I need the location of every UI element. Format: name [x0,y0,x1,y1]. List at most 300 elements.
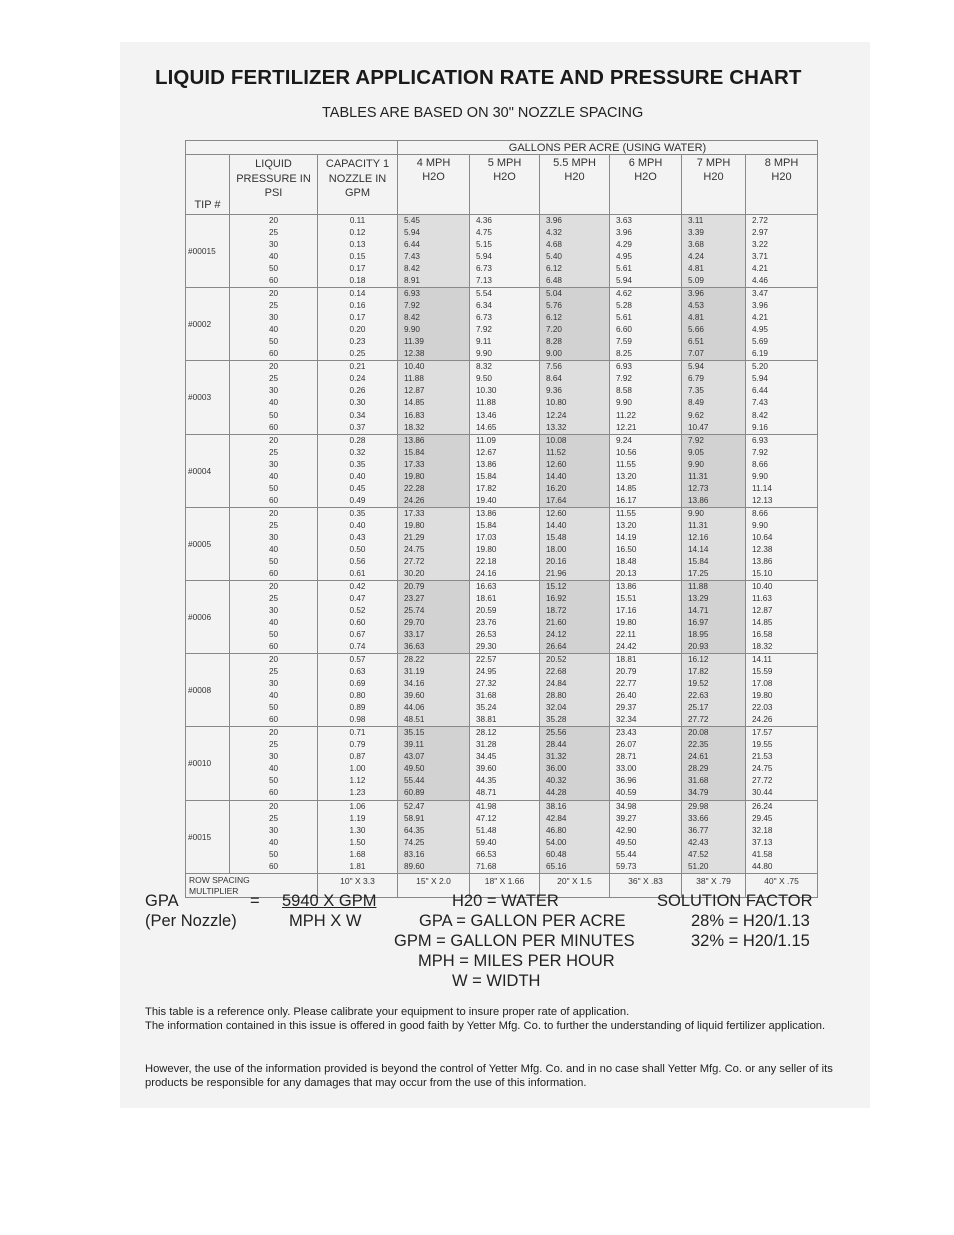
header-line: 5.5 MPH [553,157,596,169]
multiplier-value: 38" X .79 [682,873,746,897]
cell-value: 22.35 [688,740,709,750]
gpa-values [540,434,610,507]
cell-value: 16.20 [546,483,567,493]
cell-value: 11.31 [688,471,708,481]
gpa-values [610,507,682,580]
psi-values [230,727,318,800]
cell-value: 25 [268,813,279,823]
gpm-values [318,800,398,873]
cell-value: 28.12 [476,728,497,738]
cell-value: 4.46 [752,276,768,286]
cell-value: 0.34 [349,410,366,420]
cell-value: 4.95 [616,252,632,262]
cell-value: 30 [268,240,279,250]
cell-value: 35.28 [546,715,567,725]
cell-value: 0.37 [349,422,366,432]
gpa-values [540,800,610,873]
cell-value: 6.44 [752,386,768,396]
gpa-values [746,727,818,800]
cell-value: 30 [268,606,279,615]
header-line: H20 [703,171,724,183]
cell-value: 9.90 [752,471,768,481]
cell-value: 64.35 [404,825,425,835]
cell-value: 25 [268,667,279,677]
cell-value: 50 [268,703,279,713]
cell-value: 10.40 [404,362,425,372]
gpa-values [746,800,818,873]
cell-value: 5.28 [616,301,632,311]
gpa-values [682,507,746,580]
gpa-values [470,727,540,800]
tip-group-row [186,361,818,434]
cell-value: 13.29 [688,593,709,603]
cell-value: 0.24 [349,374,366,384]
cell-value: 5.94 [476,252,492,262]
tip-label: #0006 [186,580,230,653]
cell-value: 7.92 [688,435,704,445]
cell-value: 16.92 [546,593,567,603]
cell-value: 0.17 [349,264,366,274]
cell-value: 40 [268,618,279,628]
cell-value: 25 [268,301,279,311]
cell-value: 0.47 [349,593,366,603]
cell-value: 35.15 [404,728,425,738]
tip-group-row [186,288,818,361]
cell-value: 9.11 [476,337,492,347]
cell-value: 17.33 [404,508,425,518]
cell-value: 0.61 [349,568,366,578]
cell-value: 11.31 [688,520,708,530]
gpa-values [470,507,540,580]
gpa-values [470,215,540,288]
cell-value: 15.84 [476,520,497,530]
cell-value: 1.81 [349,861,366,871]
cell-value: 50 [268,337,279,347]
cell-value: 27.72 [404,556,425,566]
cell-value: 41.98 [476,801,497,811]
cell-value: 8.64 [546,374,562,384]
gpa-values [746,215,818,288]
cell-value: 42.90 [616,825,637,835]
cell-value: 55.44 [404,776,425,786]
cell-value: 30 [268,386,279,396]
cell-value: 19.80 [404,471,425,481]
cell-value: 15.51 [616,593,637,603]
cell-value: 17.33 [404,459,425,469]
cell-value: 26.53 [476,630,497,640]
cell-value: 20.79 [616,667,637,677]
cell-value: 0.15 [349,252,366,262]
header-line: PSI [264,187,283,199]
cell-value: 6.79 [688,374,704,384]
gpa-values [470,288,540,361]
gpa-values [610,215,682,288]
cell-value: 16.97 [688,618,709,628]
cell-value: 0.89 [349,703,366,713]
cell-value: 0.40 [349,520,366,530]
cell-value: 8.25 [616,349,632,359]
header-line: H2O [634,171,657,183]
cell-value: 44.28 [546,788,567,798]
cell-value: 0.42 [349,581,366,591]
cell-value: 0.26 [349,386,366,396]
cell-value: 18.81 [616,655,637,665]
gpm-values [318,727,398,800]
cell-value: 34.16 [404,679,425,689]
cell-value: 27.72 [752,776,773,786]
psi-values [230,800,318,873]
cell-value: 31.32 [546,752,567,762]
def-mph: MPH = MILES PER HOUR [418,952,615,970]
cell-value: 59.40 [476,837,497,847]
cell-value: 6.60 [616,325,632,335]
cell-value: 12.73 [688,483,709,493]
cell-value: 47.12 [476,813,497,823]
cell-value: 14.85 [404,398,425,408]
cell-value: 6.12 [546,313,562,323]
cell-value: 0.12 [349,228,366,238]
cell-value: 7.13 [476,276,492,286]
cell-value: 20 [268,581,279,591]
tip-group-row [186,580,818,653]
cell-value: 4.81 [688,264,704,274]
cell-value: 27.32 [476,679,497,689]
gpa-values [610,800,682,873]
cell-value: 16.17 [616,495,637,505]
cell-value: 13.20 [616,471,637,481]
cell-value: 49.50 [616,837,637,847]
cell-value: 31.19 [404,667,425,677]
cell-value: 20 [268,801,279,811]
header-line: H20 [564,171,585,183]
label-line: ROW SPACING [189,874,250,885]
cell-value: 5.94 [688,362,704,372]
cell-value: 48.71 [476,788,497,798]
cell-value: 15.48 [546,532,567,542]
cell-value: 5.66 [688,325,704,335]
application-rate-table [185,140,818,898]
gpa-values [682,580,746,653]
cell-value: 40 [268,837,279,847]
cell-value: 12.38 [752,544,773,554]
cell-value: 5.69 [752,337,768,347]
cell-value: 10.80 [546,398,567,408]
cell-value: 11.63 [752,593,772,603]
cell-value: 10.40 [752,581,773,591]
cell-value: 0.35 [349,508,366,518]
cell-value: 44.06 [404,703,425,713]
gpa-values [682,361,746,434]
cell-value: 20.16 [546,556,567,566]
cell-value: 7.07 [688,349,704,359]
cell-value: 25 [268,740,279,750]
cell-value: 0.18 [349,276,366,286]
gpa-values [398,507,470,580]
cell-value: 11.22 [616,410,636,420]
cell-value: 11.88 [476,398,496,408]
gpa-values [470,361,540,434]
cell-value: 20.52 [546,655,567,665]
cell-value: 12.38 [404,349,425,359]
cell-value: 25 [268,593,279,603]
cell-value: 0.87 [349,752,366,762]
cell-value: 9.90 [476,349,492,359]
cell-value: 40 [268,325,279,335]
cell-value: 9.05 [688,447,704,457]
cell-value: 60 [268,568,279,578]
psi-values [230,215,318,288]
multiplier-value: 15" X 2.0 [398,873,470,897]
psi-values [230,654,318,727]
cell-value: 12.16 [688,532,709,542]
cell-value: 42.84 [546,813,567,823]
cell-value: 9.00 [546,349,562,359]
formula-denominator: MPH X W [289,912,362,930]
cell-value: 5.04 [546,289,562,299]
gpa-values [610,361,682,434]
cell-value: 5.94 [616,276,632,286]
cell-value: 40 [268,398,279,408]
header-line: CAPACITY 1 [325,158,390,170]
cell-value: 30 [268,752,279,762]
cell-value: 12.87 [404,386,425,396]
cell-value: 43.07 [404,752,425,762]
gpa-values [398,654,470,727]
speed-header [540,155,610,215]
cell-value: 31.28 [476,740,497,750]
cell-value: 0.23 [349,337,366,347]
cell-value: 0.20 [349,325,366,335]
cell-value: 16.58 [752,630,773,640]
cell-value: 1.68 [349,849,366,859]
cell-value: 36.96 [616,776,637,786]
cell-value: 9.36 [546,386,562,396]
gpa-values [540,288,610,361]
tip-group-row [186,727,818,800]
cell-value: 8.42 [404,264,420,274]
cell-value: 40 [268,252,279,262]
psi-values [230,580,318,653]
header-line: 4 MPH [416,157,451,169]
cell-value: 0.52 [349,606,366,615]
cell-value: 26.24 [752,801,773,811]
cell-value: 24.26 [404,495,425,505]
cell-value: 26.40 [616,691,637,701]
cell-value: 8.42 [404,313,420,323]
gpa-values [470,800,540,873]
header-line: 7 MPH [696,157,731,169]
cell-value: 0.25 [349,349,366,359]
cell-value: 18.61 [476,593,497,603]
cell-value: 17.64 [546,495,567,505]
cell-value: 60 [268,642,279,652]
cell-value: 6.93 [616,362,632,372]
cell-value: 12.60 [546,508,567,518]
cell-value: 9.16 [752,422,768,432]
tip-group-row [186,654,818,727]
def-gpa: GPA = GALLON PER ACRE [419,912,626,930]
multiplier-value: 36" X .83 [610,873,682,897]
cell-value: 0.30 [349,398,366,408]
cell-value: 9.90 [404,325,420,335]
cell-value: 22.57 [476,655,497,665]
cell-value: 0.50 [349,544,366,554]
cell-value: 41.58 [752,849,773,859]
multiplier-value: 18" X 1.66 [470,873,540,897]
cell-value: 21.60 [546,618,567,628]
gpa-values [540,580,610,653]
formula-gpa: GPA [145,892,179,910]
cell-value: 60.89 [404,788,425,798]
cell-value: 20.08 [688,728,709,738]
cell-value: 44.80 [752,861,773,871]
cell-value: 32.34 [616,715,637,725]
tip-label: #0005 [186,507,230,580]
cell-value: 3.11 [688,216,704,225]
cell-value: 22.63 [688,691,709,701]
cell-value: 0.69 [349,679,366,689]
gpa-values [540,654,610,727]
gpa-values [398,434,470,507]
cell-value: 50 [268,556,279,566]
cell-value: 0.80 [349,691,366,701]
cell-value: 0.67 [349,630,366,640]
cell-value: 7.92 [404,301,420,311]
cell-value: 29.30 [476,642,497,652]
cell-value: 22.28 [404,483,425,493]
cell-value: 60 [268,349,279,359]
cell-value: 19.52 [688,679,709,689]
cell-value: 32.04 [546,703,567,713]
cell-value: 6.51 [688,337,704,347]
cell-value: 39.27 [616,813,637,823]
cell-value: 13.46 [476,410,497,420]
gpa-values [746,654,818,727]
header-line: NOZZLE IN [328,172,387,185]
cell-value: 60.48 [546,849,567,859]
cell-value: 13.32 [546,422,567,432]
gpa-values [398,361,470,434]
cell-value: 60 [268,861,279,871]
cell-value: 54.00 [546,837,567,847]
def-w: W = WIDTH [452,972,541,990]
cell-value: 27.72 [688,715,709,725]
cell-value: 6.73 [476,313,492,323]
cell-value: 83.16 [404,849,425,859]
cell-value: 10.56 [616,447,637,457]
cell-value: 5.40 [546,252,562,262]
cell-value: 19.80 [752,691,773,701]
cell-value: 22.11 [616,630,636,640]
cell-value: 11.55 [616,459,636,469]
cell-value: 15.12 [546,581,567,591]
cell-value: 20 [268,289,279,299]
note-reference: This table is a reference only. Please calibrate your equipment to insure proper rate of application. [145,1006,630,1018]
cell-value: 12.60 [546,459,567,469]
cell-value: 23.43 [616,728,637,738]
cell-value: 8.42 [752,410,768,420]
cell-value: 14.19 [616,532,637,542]
cell-value: 40.59 [616,788,637,798]
cell-value: 0.40 [349,471,366,481]
cell-value: 1.50 [349,837,366,847]
cell-value: 4.75 [476,228,492,238]
cell-value: 7.43 [404,252,420,262]
cell-value: 34.45 [476,752,497,762]
gpa-values [746,434,818,507]
cell-value: 17.82 [476,483,497,493]
cell-value: 18.32 [752,642,773,652]
cell-value: 3.47 [752,289,768,299]
cell-value: 3.96 [616,228,632,238]
cell-value: 50 [268,849,279,859]
cell-value: 7.92 [752,447,768,457]
cell-value: 0.21 [349,362,366,372]
cell-value: 0.63 [349,667,366,677]
cell-value: 48.51 [404,715,425,725]
cell-value: 16.83 [404,410,425,420]
cell-value: 40 [268,471,279,481]
cell-value: 6.93 [752,435,768,445]
cell-value: 17.08 [752,679,773,689]
header-line: 6 MPH [628,157,663,169]
cell-value: 14.40 [546,471,567,481]
gpa-values [610,654,682,727]
cell-value: 13.20 [616,520,637,530]
cell-value: 24.75 [752,764,773,774]
cell-value: 3.68 [688,240,704,250]
cell-value: 39.11 [404,740,424,750]
cell-value: 24.95 [476,667,497,677]
cell-value: 25 [268,520,279,530]
cell-value: 0.32 [349,447,366,457]
cell-value: 60 [268,715,279,725]
cell-value: 17.03 [476,532,497,542]
gpa-values [682,288,746,361]
cell-value: 0.43 [349,532,366,542]
cell-value: 20 [268,362,279,372]
cell-value: 28.29 [688,764,709,774]
tip-label: #0003 [186,361,230,434]
cell-value: 5.15 [476,240,492,250]
cell-value: 14.65 [476,422,497,432]
cell-value: 33.66 [688,813,709,823]
tip-label: #0015 [186,800,230,873]
cell-value: 15.59 [752,667,773,677]
cell-value: 11.52 [546,447,566,457]
cell-value: 15.10 [752,568,773,578]
cell-value: 13.86 [476,459,497,469]
cell-value: 1.06 [349,801,366,811]
cell-value: 19.80 [404,520,425,530]
cell-value: 49.50 [404,764,425,774]
cell-value: 16.12 [688,655,709,665]
cell-value: 66.53 [476,849,497,859]
formula-equals: = [250,892,260,910]
cell-value: 0.56 [349,556,366,566]
cell-value: 1.19 [349,813,366,823]
cell-value: 13.86 [752,556,773,566]
solution-factor-32: 32% = H20/1.15 [691,932,810,950]
cell-value: 5.94 [404,228,420,238]
psi-values [230,288,318,361]
cell-value: 36.77 [688,825,709,835]
cell-value: 30 [268,532,279,542]
cell-value: 4.29 [616,240,632,250]
cell-value: 15.84 [476,471,497,481]
cell-value: 14.40 [546,520,567,530]
cell-value: 24.12 [546,630,567,640]
